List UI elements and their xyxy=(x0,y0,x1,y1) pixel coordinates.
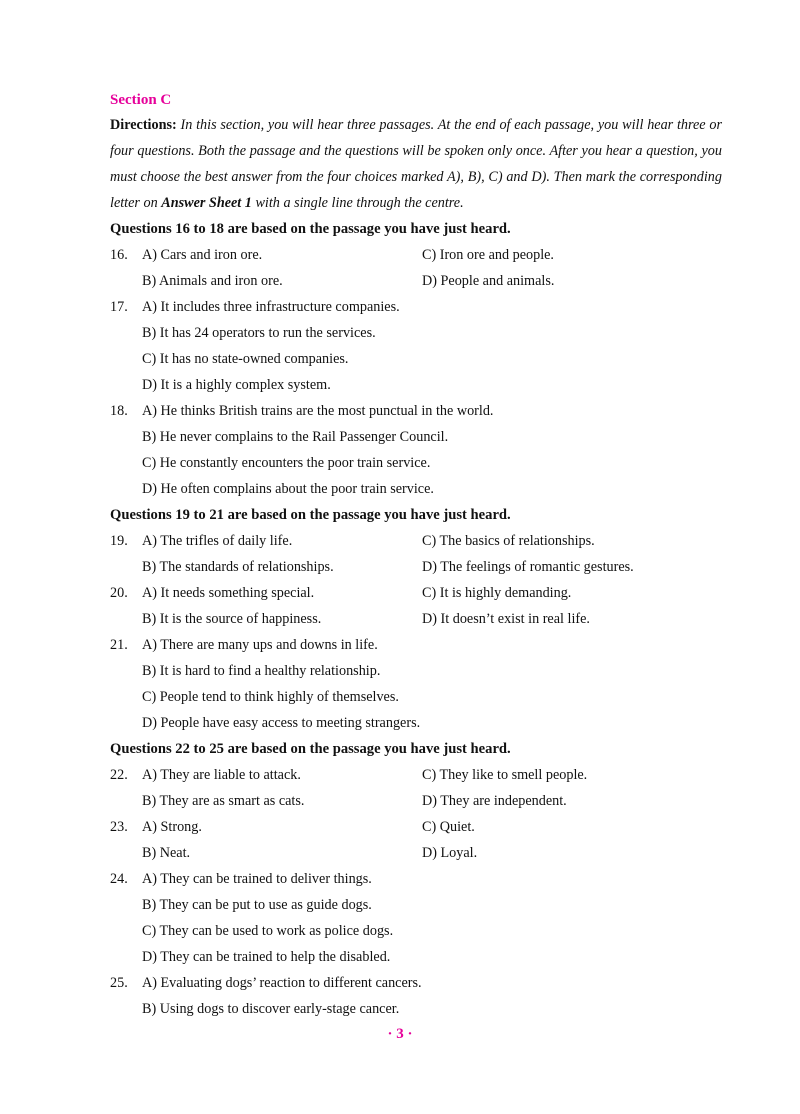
group-2-header: Questions 19 to 21 are based on the passage you have just heard. xyxy=(110,507,511,523)
question-23-row-2 xyxy=(110,840,722,866)
option-a: A) Evaluating dogs’ reaction to different cancers. xyxy=(142,975,422,991)
option-b: B) Using dogs to discover early-stage cancer. xyxy=(142,1001,400,1017)
option-d: D) They are independent. xyxy=(422,793,567,809)
question-18-row-2 xyxy=(110,424,722,450)
question-18-row-4 xyxy=(110,476,722,502)
question-16-row-2 xyxy=(110,268,722,294)
question-17-row-3 xyxy=(110,346,722,372)
question-22-row-2 xyxy=(110,788,722,814)
question-16-row-1 xyxy=(110,242,722,268)
option-b: B) They are as smart as cats. xyxy=(142,793,305,809)
option-b: B) It has 24 operators to run the services. xyxy=(142,325,376,341)
option-b: B) Neat. xyxy=(142,845,191,861)
option-a: A) The trifles of daily life. xyxy=(142,533,293,549)
directions-lead: Directions xyxy=(110,117,172,133)
option-d: D) It is a highly complex system. xyxy=(142,377,331,393)
option-a: A) It needs something special. xyxy=(142,585,315,601)
question-21-row-3 xyxy=(110,684,722,710)
question-25-row-1 xyxy=(110,970,722,996)
option-a: A) They are liable to attack. xyxy=(142,767,301,783)
answer-sheet-ref: Answer Sheet 1 xyxy=(161,195,252,211)
group-1-header: Questions 16 to 18 are based on the passage you have just heard. xyxy=(110,221,511,237)
question-number: 17. xyxy=(110,299,128,315)
question-19-row-2 xyxy=(110,554,722,580)
option-c: C) Quiet. xyxy=(422,819,475,835)
option-c: C) He constantly encounters the poor train service. xyxy=(142,455,431,471)
directions-colon: : xyxy=(172,117,177,133)
option-b: B) Animals and iron ore. xyxy=(142,273,283,289)
option-c: C) It is highly demanding. xyxy=(422,585,572,601)
question-19-row-1 xyxy=(110,528,722,554)
question-20-row-2 xyxy=(110,606,722,632)
question-number: 25. xyxy=(110,975,128,991)
question-18-row-1 xyxy=(110,398,722,424)
option-c: C) They like to smell people. xyxy=(422,767,588,783)
question-24-row-3 xyxy=(110,918,722,944)
question-23-row-1 xyxy=(110,814,722,840)
question-17-row-1 xyxy=(110,294,722,320)
option-a: A) Cars and iron ore. xyxy=(142,247,263,263)
option-b: B) He never complains to the Rail Passenger Council. xyxy=(142,429,449,445)
question-number: 19. xyxy=(110,533,128,549)
question-24-row-1 xyxy=(110,866,722,892)
page-number: · 3 · xyxy=(387,1026,413,1042)
exam-page xyxy=(110,88,722,1022)
option-a: A) It includes three infrastructure companies. xyxy=(142,299,400,315)
option-a: A) He thinks British trains are the most punctual in the world. xyxy=(142,403,494,419)
option-c: C) They can be used to work as police dogs. xyxy=(142,923,394,939)
question-number: 21. xyxy=(110,637,128,653)
directions-paragraph xyxy=(110,112,722,216)
option-c: C) It has no state-owned companies. xyxy=(142,351,349,367)
question-21-row-4 xyxy=(110,710,722,736)
option-d: D) The feelings of romantic gestures. xyxy=(422,559,634,575)
directions-tail: with a single line through the centre. xyxy=(251,195,464,211)
question-17-row-4 xyxy=(110,372,722,398)
question-number: 22. xyxy=(110,767,128,783)
option-c: C) The basics of relationships. xyxy=(422,533,595,549)
group-3-header: Questions 22 to 25 are based on the passage you have just heard. xyxy=(110,741,511,757)
question-number: 16. xyxy=(110,247,128,263)
question-number: 23. xyxy=(110,819,128,835)
option-a: A) Strong. xyxy=(142,819,202,835)
option-d: D) People have easy access to meeting strangers. xyxy=(142,715,421,731)
option-d: D) They can be trained to help the disabled. xyxy=(142,949,391,965)
question-24-row-4 xyxy=(110,944,722,970)
option-d: D) It doesn’t exist in real life. xyxy=(422,611,590,627)
question-21-row-2 xyxy=(110,658,722,684)
option-c: C) Iron ore and people. xyxy=(422,247,554,263)
question-22-row-1 xyxy=(110,762,722,788)
option-d: D) People and animals. xyxy=(422,273,555,289)
question-18-row-3 xyxy=(110,450,722,476)
option-b: B) It is the source of happiness. xyxy=(142,611,322,627)
section-title: Section C xyxy=(110,92,172,108)
question-25-row-2 xyxy=(110,996,722,1022)
option-b: B) It is hard to find a healthy relationship. xyxy=(142,663,381,679)
option-a: A) There are many ups and downs in life. xyxy=(142,637,378,653)
option-c: C) People tend to think highly of themselves. xyxy=(142,689,399,705)
option-b: B) The standards of relationships. xyxy=(142,559,334,575)
option-a: A) They can be trained to deliver things. xyxy=(142,871,372,887)
option-d: D) Loyal. xyxy=(422,845,478,861)
directions-text: In this section, you will hear three passages. At the end of each passage, you will hear three or four questions. Both the passage and the questions will be spoken only once. After you hear a question, you must choose the best answer from the four choices marked A), B), C) and D). Then mark the corresponding letter on xyxy=(110,117,722,211)
question-number: 18. xyxy=(110,403,128,419)
question-24-row-2 xyxy=(110,892,722,918)
question-number: 24. xyxy=(110,871,128,887)
option-d: D) He often complains about the poor train service. xyxy=(142,481,434,497)
question-20-row-1 xyxy=(110,580,722,606)
option-b: B) They can be put to use as guide dogs. xyxy=(142,897,372,913)
question-17-row-2 xyxy=(110,320,722,346)
question-21-row-1 xyxy=(110,632,722,658)
question-number: 20. xyxy=(110,585,128,601)
